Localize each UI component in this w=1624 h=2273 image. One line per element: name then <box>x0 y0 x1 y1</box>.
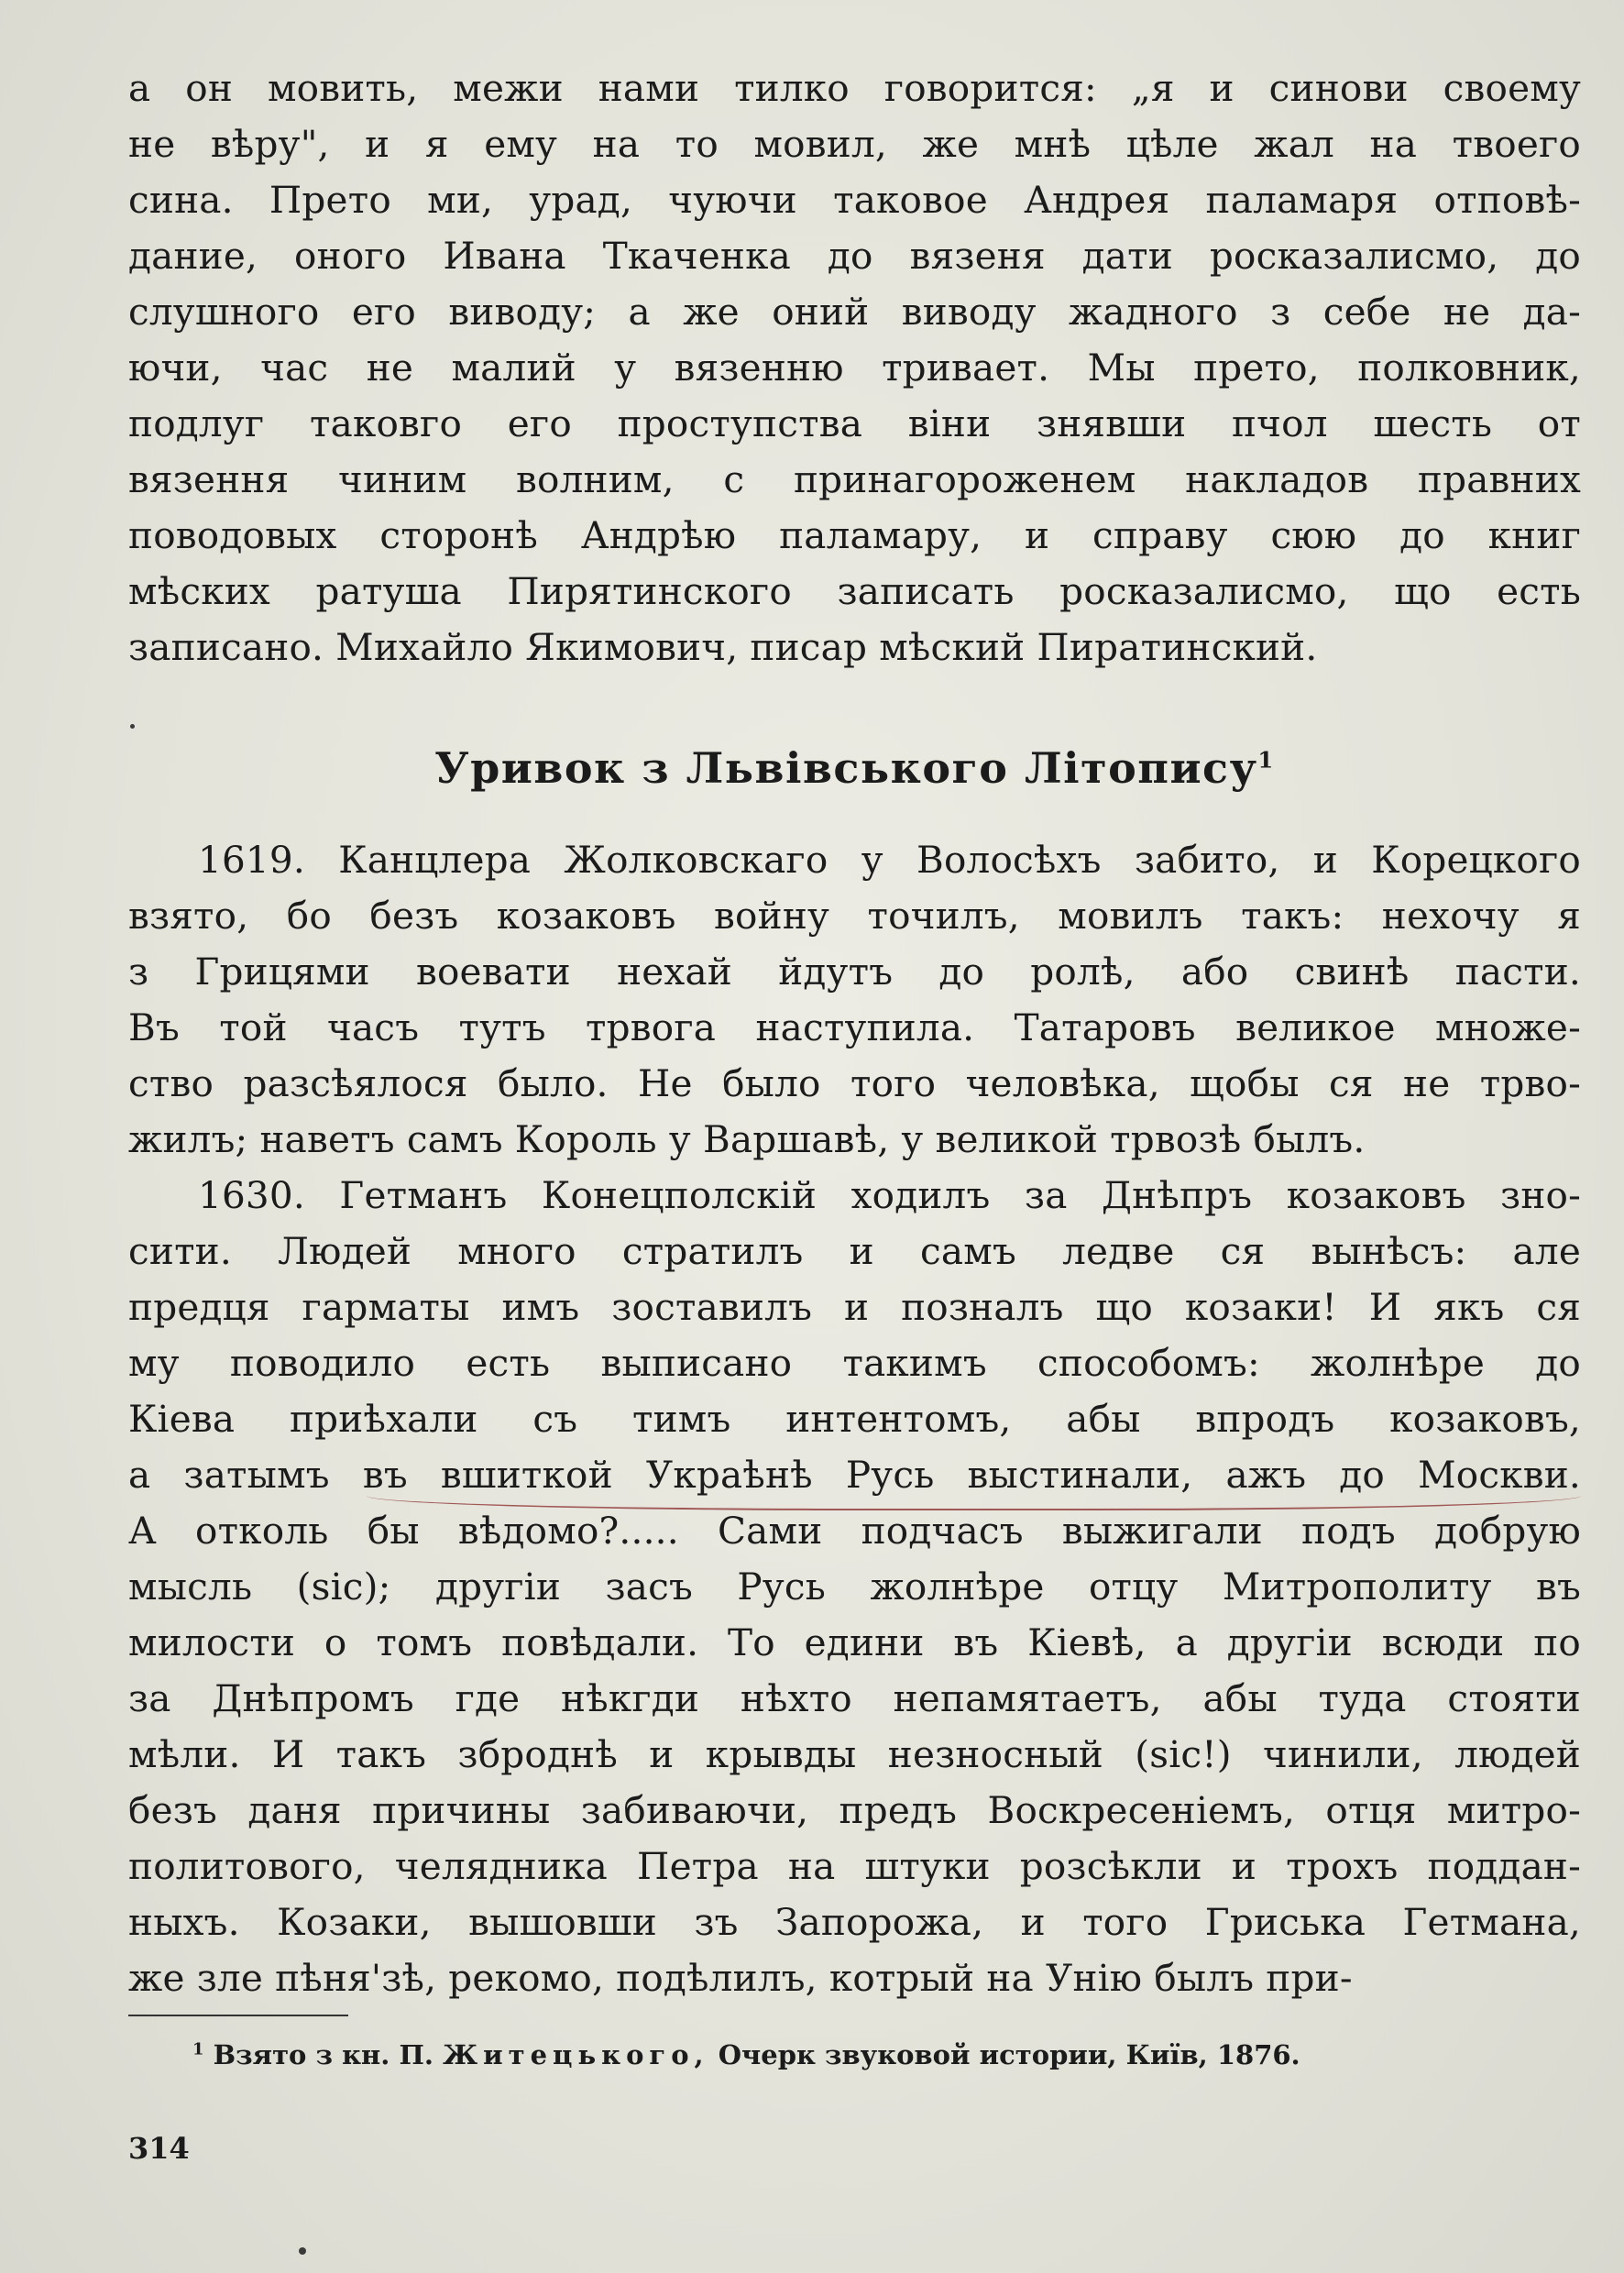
text-line: поводовых сторонѣ Андрѣю паламару, и справу сюю до книг <box>128 513 1581 557</box>
text-line: ныхъ. Козаки, вышовши зъ Запорожа, и того Гриська Гетмана, <box>128 1900 1581 1944</box>
footnote-rule <box>128 2015 348 2016</box>
heading-footnote-mark: 1 <box>1257 746 1275 774</box>
footnote-mark: 1 <box>192 2039 204 2059</box>
text-line: подлуг таковго его проступства віни знявши пчол шесть от <box>128 401 1581 445</box>
text-line: взято, бо безъ козаковъ войну точилъ, мовилъ такъ: нехочу я <box>128 894 1581 938</box>
top-paragraph <box>128 60 1581 675</box>
text-line: 1619. Канцлера Жолковскаго у Волосѣхъ забито, и Корецкого <box>198 838 1581 882</box>
text-line: милости о томъ повѣдали. То едини въ Кіевѣ, а другіи всюди по <box>128 1620 1581 1664</box>
text-line: а затымъ въ вшиткой Украѣнѣ Русь выстинали, ажъ до Москви. <box>128 1453 1581 1497</box>
print-speck <box>299 2247 306 2255</box>
section-heading <box>128 741 1581 796</box>
footnote-rest: Очерк звуковой истории, Київ, 1876. <box>718 2039 1300 2070</box>
text-line: А отколь бы вѣдомо?..... Сами подчасъ выжигали подъ добрую <box>128 1509 1581 1553</box>
text-line: вязення чиним волним, с принагороженем накладов правних <box>128 457 1581 501</box>
text-line: му поводило есть выписано такимъ способомъ: жолнѣре до <box>128 1341 1581 1385</box>
text-line: записано. Михайло Якимович, писар мѣский Пиратинский. <box>128 625 1318 669</box>
text-line: сина. Прето ми, урад, чуючи таковое Андрея паламаря отповѣ- <box>128 178 1581 222</box>
text-line: за Днѣпромъ где нѣкгди нѣхто непамятаетъ, абы туда стояти <box>128 1676 1581 1720</box>
text-line: 1630. Гетманъ Конецполскій ходилъ за Днѣпръ козаковъ зно- <box>198 1173 1581 1217</box>
text-line: предця гарматы имъ зоставилъ и позналъ що козаки! И якъ ся <box>128 1285 1581 1329</box>
text-line: мѣли. И такъ зброднѣ и крывды незносный (sic!) чинили, людей <box>128 1732 1582 1776</box>
text-line: з Грицями воевати нехай йдутъ до ролѣ, або свинѣ пасти. <box>128 950 1581 994</box>
text-line: Въ той часъ тутъ трвога наступила. Татаровъ великое множе- <box>128 1005 1581 1049</box>
text-line: жилъ; наветъ самъ Король у Варшавѣ, у великой трвозѣ былъ. <box>128 1117 1366 1161</box>
text-line: Кіева приѣхали съ тимъ интентомъ, абы впродъ козаковъ, <box>128 1397 1581 1441</box>
footnote <box>192 2035 1586 2075</box>
text-line: не вѣру", и я ему на то мовил, же мнѣ цѣле жал на твоего <box>128 122 1581 166</box>
text-line: дание, оного Ивана Ткаченка до вязеня дати росказалисмо, до <box>128 234 1581 278</box>
text-line: сити. Людей много стратилъ и самъ ледве ся вынѣсъ: але <box>128 1229 1581 1273</box>
chronicle-text <box>128 832 1581 2006</box>
text-line: безъ даня причины забиваючи, предъ Воскресеніемъ, отця митро- <box>128 1788 1581 1832</box>
footnote-prefix: Взято з кн. П. <box>213 2039 433 2070</box>
text-line: мѣских ратуша Пирятинского записать росказалисмо, що есть <box>128 569 1581 613</box>
text-line: ючи, час не малий у вязенню тривает. Мы прето, полковник, <box>128 346 1581 390</box>
text-line: политового, челядника Петра на штуки розсѣкли и трохъ поддан- <box>128 1844 1581 1888</box>
section-heading-text: Уривок з Львівського Літопису <box>434 743 1258 793</box>
text-line: мысль (sic); другіи засъ Русь жолнѣре отцу Митрополиту въ <box>128 1565 1581 1609</box>
print-speck <box>130 724 135 729</box>
text-line: слушного его виводу; а же оний виводу жадного з себе не да- <box>128 290 1581 334</box>
text-line: а он мовить, межи нами тилко говорится: „я и синови своему <box>128 66 1581 110</box>
page-number: 314 <box>128 2131 190 2166</box>
footnote-author: Житецького, <box>443 2039 709 2070</box>
text-line: же зле пѣня'зѣ, рекомо, подѣлилъ, котрый на Унію былъ при- <box>128 1956 1353 2000</box>
text-line: ство разсѣялося было. Не было того человѣка, щобы ся не трво- <box>128 1061 1581 1105</box>
